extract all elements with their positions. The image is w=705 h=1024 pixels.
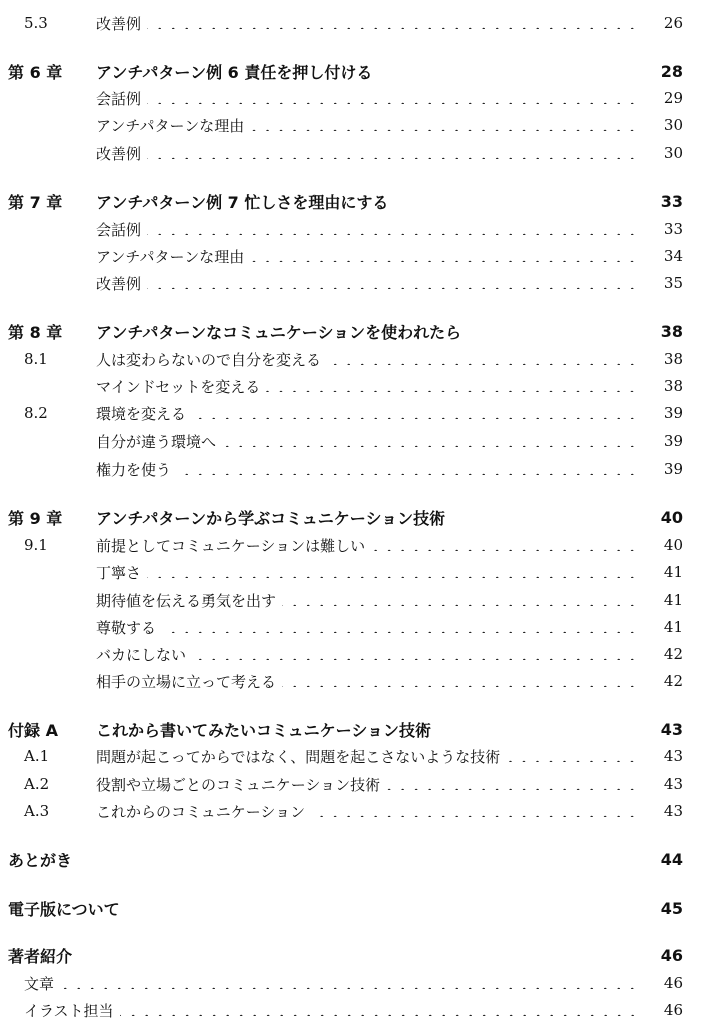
toc-chapter-title: 電子版について: [8, 899, 120, 919]
toc-chapter-title: アンチパターン例 6 責任を押し付ける: [96, 62, 373, 82]
toc-row[interactable]: [0, 614, 705, 640]
dot-leader: [282, 675, 639, 687]
toc-row[interactable]: [0, 428, 705, 454]
toc-page: 41: [663, 563, 683, 581]
toc-title-wrap: [96, 774, 645, 795]
toc-page: 43: [663, 802, 683, 820]
toc-title: 改善例: [96, 14, 142, 33]
toc-title: 人は変わらないので自分を変える: [96, 350, 322, 369]
toc-title: 相手の立場に立って考える: [96, 672, 277, 691]
toc-row[interactable]: [0, 997, 705, 1023]
toc-row[interactable]: [0, 400, 705, 426]
toc-title-wrap: [96, 535, 645, 556]
dot-leader: [250, 250, 639, 262]
toc-title: マインドセットを変える: [96, 377, 261, 396]
dot-leader: [222, 435, 639, 447]
toc-chapter-row[interactable]: [0, 895, 705, 921]
toc-number: A.3: [24, 802, 50, 820]
dot-leader: [147, 223, 639, 235]
toc-title: アンチパターンな理由: [96, 116, 245, 135]
dot-leader: [147, 17, 639, 29]
toc-title: バカにしない: [96, 645, 187, 664]
toc-title-wrap: [24, 1000, 645, 1021]
toc-title: 会話例: [96, 220, 142, 239]
toc-row[interactable]: [0, 641, 705, 667]
toc-chapter-title-wrap: [96, 60, 645, 83]
dot-leader: [147, 566, 639, 578]
toc-page: 34: [663, 247, 683, 265]
dot-leader: [147, 147, 639, 159]
toc-row[interactable]: [0, 743, 705, 769]
toc-row[interactable]: [0, 346, 705, 372]
toc-row[interactable]: [0, 532, 705, 558]
toc-title-wrap: [96, 671, 645, 692]
toc-number: 8.2: [24, 404, 48, 422]
toc-page: 38: [663, 350, 683, 368]
toc-chapter-row[interactable]: [0, 942, 705, 968]
toc-title: 問題が起こってからではなく、問題を起こさないような技術: [96, 747, 501, 766]
toc-chapter-row[interactable]: [0, 188, 705, 214]
toc-chapter-page: 38: [660, 321, 683, 341]
toc-chapter-row[interactable]: [0, 318, 705, 344]
toc-number: 8.1: [24, 350, 48, 368]
toc-row[interactable]: [0, 243, 705, 269]
dot-leader: [177, 463, 639, 475]
toc-number: 9.1: [24, 536, 48, 554]
toc-title: 会話例: [96, 89, 142, 108]
toc-row[interactable]: [0, 373, 705, 399]
toc-page: 41: [663, 618, 683, 636]
toc-title-wrap: [96, 143, 645, 164]
toc-title-wrap: [96, 644, 645, 665]
toc-row[interactable]: [0, 587, 705, 613]
toc-row[interactable]: [0, 970, 705, 996]
toc-page: 39: [663, 404, 683, 422]
toc-title: 役割や立場ごとのコミュニケーション技術: [96, 775, 381, 794]
toc-chapter-title-wrap: [8, 848, 645, 871]
dot-leader: [147, 277, 639, 289]
toc-chapter-number: 第 6 章: [8, 62, 63, 82]
toc-title: これからのコミュニケーション: [96, 802, 306, 821]
toc-title: 前提としてコミュニケーションは難しい: [96, 536, 366, 555]
toc-page: 43: [663, 775, 683, 793]
dot-leader: [327, 353, 639, 365]
toc-title: 尊敬する: [96, 618, 157, 637]
toc-title-wrap: [96, 431, 645, 452]
toc-title-wrap: [96, 273, 645, 294]
dot-leader: [147, 92, 639, 104]
toc-row[interactable]: [0, 456, 705, 482]
toc-page: 30: [663, 144, 683, 162]
dot-leader: [192, 407, 639, 419]
toc-chapter-page: 28: [660, 61, 683, 81]
toc-title: 環境を変える: [96, 404, 187, 423]
toc-page: 43: [663, 747, 683, 765]
toc-title-wrap: [96, 376, 645, 397]
toc-chapter-title-wrap: [96, 320, 645, 343]
toc-page: 38: [663, 377, 683, 395]
toc-page: 29: [663, 89, 683, 107]
toc-chapter-title: アンチパターンなコミュニケーションを使われたら: [96, 322, 462, 342]
toc-title-wrap: [96, 746, 645, 767]
toc-row[interactable]: [0, 771, 705, 797]
toc-page: 42: [663, 645, 683, 663]
toc-page: 40: [663, 536, 683, 554]
toc-title: 権力を使う: [96, 460, 172, 479]
toc-row[interactable]: [0, 216, 705, 242]
toc-title: イラスト担当: [24, 1001, 114, 1020]
toc-title-wrap: [96, 349, 645, 370]
dot-leader: [192, 648, 639, 660]
toc-title-wrap: [96, 115, 645, 136]
toc-title-wrap: [96, 459, 645, 480]
toc-page: 46: [663, 1001, 683, 1019]
toc-title: 丁寧さ: [96, 563, 142, 582]
toc-chapter-title-wrap: [96, 506, 645, 529]
toc-chapter-row[interactable]: [0, 504, 705, 530]
toc-chapter-number: 第 8 章: [8, 322, 63, 342]
toc-chapter-title-wrap: [8, 897, 645, 920]
toc-row[interactable]: [0, 668, 705, 694]
toc-title-wrap: [96, 617, 645, 638]
toc-chapter-page: 33: [660, 191, 683, 211]
dot-leader: [250, 119, 639, 131]
toc-title-wrap: [24, 973, 645, 994]
toc-number: 5.3: [24, 14, 48, 32]
toc-title-wrap: [96, 403, 645, 424]
toc-chapter-title: アンチパターン例 7 忙しさを理由にする: [96, 192, 389, 212]
toc-page: 39: [663, 432, 683, 450]
dot-leader: [371, 539, 639, 551]
toc-chapter-number: 第 7 章: [8, 192, 63, 212]
toc-title: 文章: [24, 974, 55, 993]
toc-chapter-title-wrap: [96, 718, 645, 741]
toc-chapter-title: 著者紹介: [8, 946, 73, 966]
toc-page: 41: [663, 591, 683, 609]
toc-chapter-page: 44: [660, 849, 683, 869]
dot-leader: [120, 1004, 639, 1016]
toc-chapter-page: 45: [660, 898, 683, 918]
toc-title-wrap: [96, 246, 645, 267]
toc-page: 42: [663, 672, 683, 690]
toc-row[interactable]: [0, 270, 705, 296]
toc-title: 改善例: [96, 144, 142, 163]
toc-page: 33: [663, 220, 683, 238]
dot-leader: [311, 805, 639, 817]
dot-leader: [162, 621, 639, 633]
toc-chapter-page: 40: [660, 507, 683, 527]
dot-leader: [282, 594, 639, 606]
toc-title: アンチパターンな理由: [96, 247, 245, 266]
toc-number: A.2: [24, 775, 50, 793]
toc-row[interactable]: [0, 85, 705, 111]
toc-title-wrap: [96, 562, 645, 583]
toc-title-wrap: [96, 219, 645, 240]
toc-row[interactable]: [0, 798, 705, 824]
toc-page: 35: [663, 274, 683, 292]
toc-title: 期待値を伝える勇気を出す: [96, 591, 277, 610]
toc-title-wrap: [96, 88, 645, 109]
toc-title-wrap: [96, 590, 645, 611]
toc-chapter-title: あとがき: [8, 850, 73, 870]
toc-chapter-title-wrap: [96, 190, 645, 213]
dot-leader: [386, 778, 639, 790]
toc-chapter-number: 付録 A: [8, 720, 58, 740]
toc-title: 自分が違う環境へ: [96, 432, 217, 451]
toc-title-wrap: [96, 13, 645, 34]
toc-row[interactable]: [0, 10, 705, 36]
toc-chapter-page: 43: [660, 719, 683, 739]
dot-leader: [60, 977, 639, 989]
toc-page: 39: [663, 460, 683, 478]
toc-page: 26: [663, 14, 683, 32]
toc-chapter-title-wrap: [8, 944, 645, 967]
toc-page: 30: [663, 116, 683, 134]
toc-chapter-row[interactable]: [0, 716, 705, 742]
toc-number: A.1: [24, 747, 50, 765]
toc-chapter-title: これから書いてみたいコミュニケーション技術: [96, 720, 432, 740]
toc-chapter-title: アンチパターンから学ぶコミュニケーション技術: [96, 508, 446, 528]
dot-leader: [266, 380, 639, 392]
toc-row[interactable]: [0, 140, 705, 166]
toc-chapter-row[interactable]: [0, 846, 705, 872]
dot-leader: [506, 750, 639, 762]
toc-page: 46: [663, 974, 683, 992]
toc-chapter-number: 第 9 章: [8, 508, 63, 528]
toc-chapter-row[interactable]: [0, 58, 705, 84]
toc-title: 改善例: [96, 274, 142, 293]
toc-chapter-page: 46: [660, 945, 683, 965]
toc-title-wrap: [96, 801, 645, 822]
toc-row[interactable]: [0, 112, 705, 138]
toc-row[interactable]: [0, 559, 705, 585]
